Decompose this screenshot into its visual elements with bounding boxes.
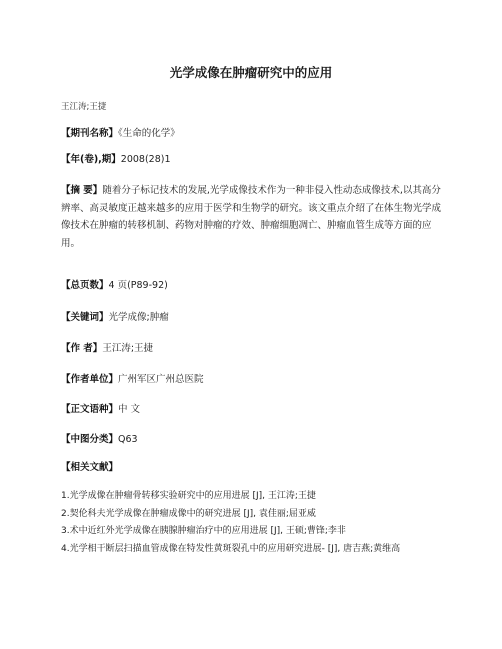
authors-field (61, 340, 441, 357)
abstract-label: 【摘 要】 (61, 185, 103, 196)
journal-label: 【期刊名称】 (61, 128, 119, 139)
keywords-value: 光学成像;肿瘤 (108, 312, 169, 323)
language-field (61, 401, 441, 418)
reference-item[interactable]: 2.契伦科夫光学成像在肿瘤成像中的研究进展 [J], 袁佳丽;屈亚威 (61, 508, 316, 519)
document-title: 光学成像在肿瘤研究中的应用 (169, 65, 333, 80)
journal-value: 《生命的化学》 (118, 128, 180, 139)
authors-label: 【作 者】 (61, 343, 103, 354)
journal-field (61, 125, 441, 142)
year-issue-value: 2008(28)1 (120, 154, 171, 165)
classification-value: Q63 (118, 434, 138, 445)
classification-field (61, 431, 441, 448)
keywords-label: 【关键词】 (61, 312, 109, 323)
keywords-field (61, 309, 441, 326)
affiliation-label: 【作者单位】 (61, 374, 119, 385)
pages-label: 【总页数】 (61, 280, 109, 291)
language-label: 【正文语种】 (61, 404, 119, 415)
reference-item[interactable]: 3.术中近红外光学成像在胰腺肿瘤治疗中的应用进展 [J], 王硕;曹锋;李非 (61, 526, 346, 536)
language-value: 中 文 (118, 404, 141, 415)
reference-item[interactable]: 4.光学相干断层扫描血管成像在特发性黄斑裂孔中的应用研究进展- [J], 唐吉燕;黄维高 (61, 543, 401, 554)
related-label: 【相关文献】 (61, 462, 119, 473)
year-issue-label: 【年(卷),期】 (61, 154, 121, 165)
affiliation-value: 广州军区广州总医院 (118, 374, 204, 385)
affiliation-field (61, 371, 441, 388)
author-line: 王江涛;王捷 (61, 102, 107, 112)
related-field (61, 459, 441, 476)
reference-item[interactable]: 1.光学成像在肿瘤骨转移实验研究中的应用进展 [J], 王江涛;王捷 (61, 491, 316, 501)
abstract-field (61, 182, 441, 252)
classification-label: 【中图分类】 (61, 434, 119, 445)
reference-list (61, 488, 441, 558)
authors-value: 王江涛;王捷 (102, 343, 154, 354)
year-issue-field (61, 151, 441, 168)
pages-field (61, 277, 441, 294)
pages-value: 4 页(P89-92) (108, 280, 168, 291)
abstract-value: 随着分子标记技术的发展,光学成像技术作为一种非侵入性动态成像技术,以其高分辨率、高灵敏度正越来越多的应用于医学和生物学的研究。该文重点介绍了在体生物光学成像技术在肿瘤的转移机制、药物对肿瘤的疗效、肿瘤细胞凋亡、肿瘤血管生成等方面的应用。 (61, 185, 442, 249)
